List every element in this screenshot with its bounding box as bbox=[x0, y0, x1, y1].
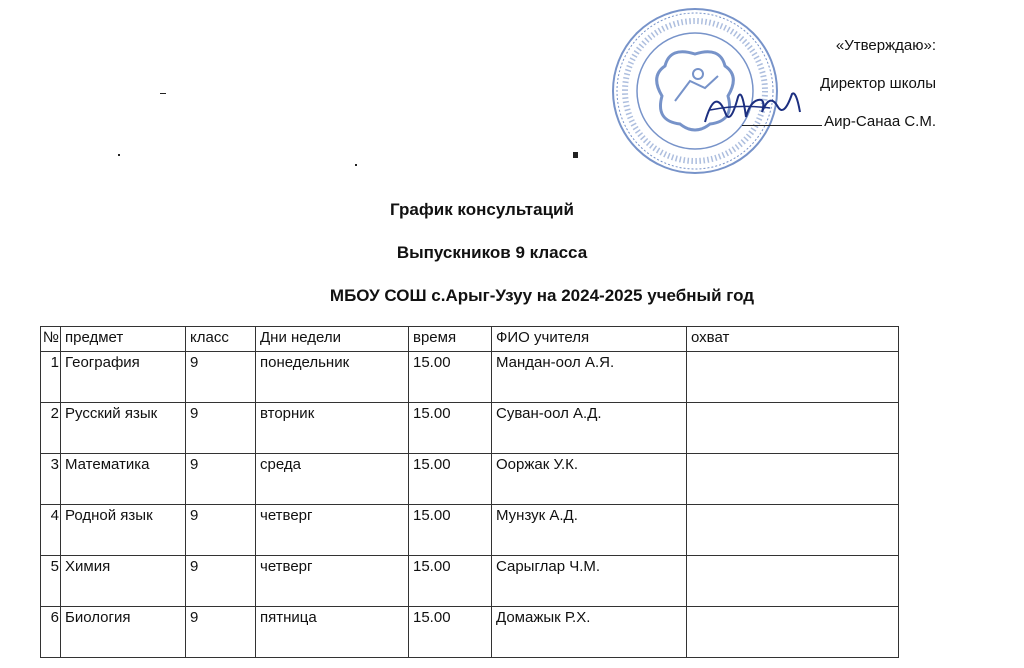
cell-teacher: Суван-оол А.Д. bbox=[492, 403, 687, 454]
cell-time: 15.00 bbox=[409, 403, 492, 454]
header-coverage: охват bbox=[687, 327, 899, 352]
cell-grade: 9 bbox=[186, 454, 256, 505]
cell-day: четверг bbox=[256, 556, 409, 607]
cell-subject: Родной язык bbox=[61, 505, 186, 556]
cell-time: 15.00 bbox=[409, 454, 492, 505]
cell-teacher: Мандан-оол А.Я. bbox=[492, 352, 687, 403]
cell-number: 6 bbox=[41, 607, 61, 658]
cell-grade: 9 bbox=[186, 403, 256, 454]
cell-day: вторник bbox=[256, 403, 409, 454]
cell-subject: География bbox=[61, 352, 186, 403]
director-name: Аир-Санаа С.М. bbox=[824, 113, 936, 130]
scan-speck bbox=[160, 93, 166, 94]
cell-coverage bbox=[687, 607, 899, 658]
doc-subtitle: Выпускников 9 класса bbox=[396, 243, 588, 262]
approval-heading: «Утверждаю»: bbox=[835, 37, 936, 54]
cell-day: четверг bbox=[256, 505, 409, 556]
cell-subject: Химия bbox=[61, 556, 186, 607]
cell-day: понедельник bbox=[256, 352, 409, 403]
cell-time: 15.00 bbox=[409, 556, 492, 607]
cell-number: 1 bbox=[41, 352, 61, 403]
table-row bbox=[41, 454, 899, 505]
cell-grade: 9 bbox=[186, 352, 256, 403]
header-subject: предмет bbox=[61, 327, 186, 352]
header-teacher: ФИО учителя bbox=[492, 327, 687, 352]
cell-teacher: Ооржак У.К. bbox=[492, 454, 687, 505]
cell-grade: 9 bbox=[186, 556, 256, 607]
cell-number: 4 bbox=[41, 505, 61, 556]
cell-coverage bbox=[687, 403, 899, 454]
cell-time: 15.00 bbox=[409, 607, 492, 658]
cell-teacher: Мунзук А.Д. bbox=[492, 505, 687, 556]
doc-school-year: МБОУ СОШ с.Арыг-Узуу на 2024-2025 учебный год bbox=[329, 286, 755, 305]
scan-speck bbox=[573, 152, 578, 158]
table-header-row bbox=[41, 327, 899, 352]
cell-coverage bbox=[687, 556, 899, 607]
header-number: № bbox=[41, 327, 61, 352]
cell-day: среда bbox=[256, 454, 409, 505]
cell-grade: 9 bbox=[186, 505, 256, 556]
cell-subject: Биология bbox=[61, 607, 186, 658]
table-row bbox=[41, 607, 899, 658]
cell-teacher: Домажык Р.Х. bbox=[492, 607, 687, 658]
cell-grade: 9 bbox=[186, 607, 256, 658]
cell-teacher: Сарыглар Ч.М. bbox=[492, 556, 687, 607]
table-row bbox=[41, 352, 899, 403]
header-time: время bbox=[409, 327, 492, 352]
header-day: Дни недели bbox=[256, 327, 409, 352]
cell-time: 15.00 bbox=[409, 352, 492, 403]
header-grade: класс bbox=[186, 327, 256, 352]
scan-speck bbox=[355, 164, 357, 166]
director-signature bbox=[700, 82, 810, 132]
approval-position: Директор школы bbox=[820, 75, 936, 92]
cell-subject: Русский язык bbox=[61, 403, 186, 454]
cell-coverage bbox=[687, 352, 899, 403]
cell-number: 3 bbox=[41, 454, 61, 505]
scan-speck bbox=[118, 154, 120, 156]
cell-coverage bbox=[687, 454, 899, 505]
table-row bbox=[41, 505, 899, 556]
cell-time: 15.00 bbox=[409, 505, 492, 556]
consultation-schedule-table bbox=[40, 326, 899, 658]
cell-day: пятница bbox=[256, 607, 409, 658]
table-row bbox=[41, 556, 899, 607]
cell-coverage bbox=[687, 505, 899, 556]
doc-title: График консультаций bbox=[390, 200, 574, 219]
cell-number: 2 bbox=[41, 403, 61, 454]
table-row bbox=[41, 403, 899, 454]
cell-number: 5 bbox=[41, 556, 61, 607]
cell-subject: Математика bbox=[61, 454, 186, 505]
